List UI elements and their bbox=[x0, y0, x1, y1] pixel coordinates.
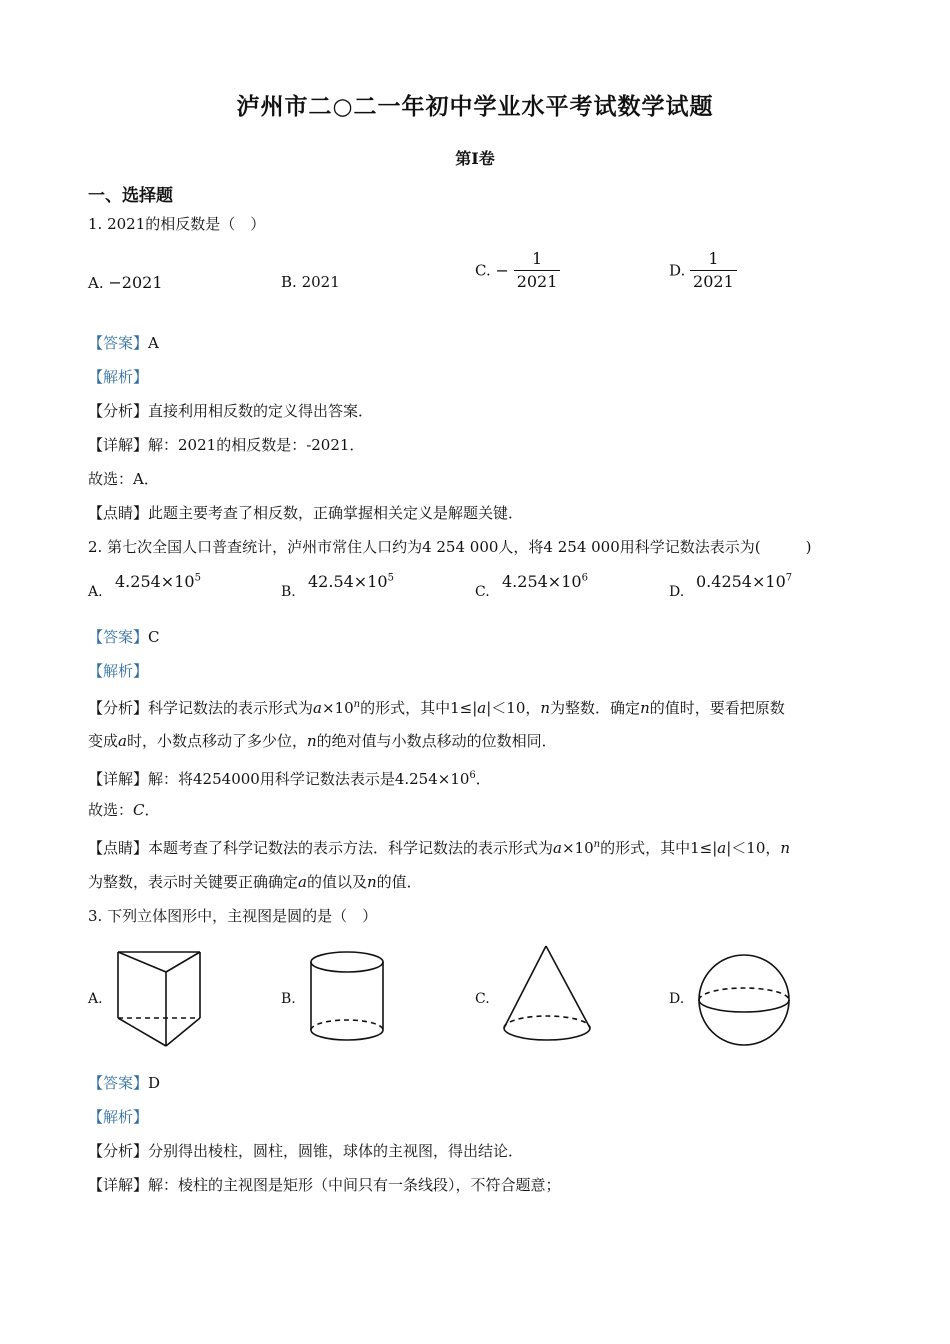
q1-answer bbox=[88, 333, 159, 353]
q3-detail bbox=[88, 1175, 561, 1195]
analysis-text: 分别得出棱柱，圆柱，圆锥，球体的主视图，得出结论． bbox=[148, 1142, 524, 1160]
q1-stem: 1. 2021的相反数是（ ） bbox=[88, 215, 266, 233]
answer-value: A bbox=[148, 334, 159, 352]
q2-detail bbox=[88, 766, 491, 789]
text: ． bbox=[144, 801, 160, 819]
text: |＜10， bbox=[486, 699, 541, 717]
fraction-numerator: 1 bbox=[690, 248, 737, 271]
q2-option-c-value bbox=[502, 572, 588, 591]
analysis-text: 直接利用相反数的定义得出答案． bbox=[148, 402, 374, 420]
q2-option-d-value bbox=[696, 572, 792, 591]
var-n: n bbox=[306, 732, 317, 750]
q3-option-c-label: C. bbox=[475, 991, 490, 1007]
fraction-denominator: 2021 bbox=[693, 272, 734, 291]
q3-option-b-label: B. bbox=[281, 991, 296, 1007]
q1-option-a-label: A. bbox=[88, 274, 104, 292]
q1-option-b-label: B. bbox=[281, 273, 297, 291]
q3-option-d-label: D. bbox=[669, 991, 685, 1007]
var-n: n bbox=[593, 839, 601, 850]
q3-option-a-label: A. bbox=[88, 991, 103, 1007]
answer-value: C bbox=[148, 628, 160, 646]
text: 科学记数法的表示形式为 bbox=[148, 699, 314, 717]
exponent: 5 bbox=[194, 572, 201, 584]
text: ×10 bbox=[561, 839, 594, 857]
q2-option-c-label: C. bbox=[475, 584, 490, 600]
text: |＜10， bbox=[726, 839, 781, 857]
text: ． bbox=[475, 770, 491, 788]
q1-comment bbox=[88, 503, 523, 523]
text: 的形式，其中1≤| bbox=[600, 839, 718, 857]
text: 本题考查了科学记数法的表示方法．科学记数法的表示形式为 bbox=[148, 839, 554, 857]
text: 的绝对值与小数点移动的位数相同． bbox=[316, 732, 557, 750]
choice-value: C bbox=[133, 801, 145, 819]
detail-text: 解：2021的相反数是：-2021． bbox=[148, 436, 365, 454]
cone-figure bbox=[498, 940, 598, 1052]
q1-option-a bbox=[88, 273, 163, 292]
q1-option-d-fraction bbox=[690, 248, 737, 293]
q2-option-a-value bbox=[115, 572, 201, 591]
q1-option-b bbox=[281, 273, 340, 291]
answer-value: D bbox=[148, 1074, 161, 1092]
answer-tag: 【答案】 bbox=[88, 334, 149, 352]
var-a: a bbox=[313, 699, 322, 717]
text: 为整数．确定 bbox=[550, 699, 641, 717]
var-a: a bbox=[553, 839, 562, 857]
detail-tag: 【详解】 bbox=[88, 770, 149, 788]
q1-option-c-fraction bbox=[514, 248, 561, 293]
q2-analysis-line1 bbox=[88, 695, 785, 718]
var-n: n bbox=[366, 873, 377, 891]
q3-analysis-tag: 【解析】 bbox=[88, 1108, 149, 1126]
q3-analysis bbox=[88, 1141, 523, 1161]
q1-option-c bbox=[475, 248, 560, 293]
detail-tag: 【详解】 bbox=[88, 436, 149, 454]
var-a: a bbox=[717, 839, 727, 857]
base: 42.54×10 bbox=[308, 572, 388, 591]
q1-analysis bbox=[88, 401, 373, 421]
analysis-tag: 【分析】 bbox=[88, 402, 149, 420]
fraction-numerator: 1 bbox=[514, 248, 561, 271]
fraction-denominator: 2021 bbox=[516, 272, 558, 291]
q2-stem: 2. 第七次全国人口普查统计，泸州市常住人口约为4 254 000人，将4 254 000用科学记数法表示为( ) bbox=[88, 538, 812, 556]
q1-option-d bbox=[669, 248, 737, 293]
q1-option-c-sign: − bbox=[495, 261, 509, 280]
page-title: 泸州市二○二一年初中学业水平考试数学试题 bbox=[236, 93, 714, 120]
q3-answer bbox=[88, 1073, 160, 1093]
q3-stem: 3. 下列立体图形中，主视图是圆的是（ ） bbox=[88, 907, 378, 925]
q2-option-b-value bbox=[308, 572, 394, 591]
answer-tag: 【答案】 bbox=[88, 1074, 149, 1092]
q2-comment-line2 bbox=[88, 872, 422, 892]
cylinder-figure bbox=[303, 944, 393, 1048]
text: 时，小数点移动了多少位， bbox=[126, 732, 307, 750]
text: 的值时，要看把原数 bbox=[649, 699, 785, 717]
var-n: n bbox=[540, 699, 551, 717]
q2-option-a-label: A. bbox=[88, 584, 103, 600]
analysis-tag: 【分析】 bbox=[88, 699, 149, 717]
triangular-prism-figure bbox=[108, 944, 208, 1052]
q2-choice bbox=[88, 800, 160, 820]
answer-tag: 【答案】 bbox=[88, 628, 149, 646]
q2-analysis-line2 bbox=[88, 731, 557, 751]
q1-option-a-value: −2021 bbox=[108, 273, 163, 292]
text: ×10 bbox=[321, 699, 354, 717]
base: 4.254×10 bbox=[502, 572, 582, 591]
q1-option-d-label: D. bbox=[669, 261, 686, 280]
volume-heading: 第Ⅰ卷 bbox=[455, 149, 495, 168]
q1-detail bbox=[88, 435, 364, 455]
detail-text: 解：棱柱的主视图是矩形（中间只有一条线段），不符合题意； bbox=[148, 1176, 561, 1194]
q2-option-d-label: D. bbox=[669, 584, 685, 600]
sphere-figure bbox=[696, 950, 796, 1050]
var-n: n bbox=[780, 839, 791, 857]
q1-analysis-tag: 【解析】 bbox=[88, 368, 149, 386]
detail-text: 解：将4254000用科学记数法表示是4.254×10 bbox=[148, 770, 470, 788]
q2-answer bbox=[88, 627, 160, 647]
text: 变成 bbox=[88, 732, 119, 750]
q1-option-b-value: 2021 bbox=[301, 273, 340, 291]
var-a: a bbox=[118, 732, 127, 750]
text: 的值． bbox=[376, 873, 422, 891]
analysis-tag: 【分析】 bbox=[88, 1142, 149, 1160]
text: 故选： bbox=[88, 801, 134, 819]
comment-tag: 【点睛】 bbox=[88, 504, 149, 522]
q1-option-c-label: C. bbox=[475, 261, 491, 280]
comment-text: 此题主要考查了相反数，正确掌握相关定义是解题关键． bbox=[148, 504, 524, 522]
exponent: 6 bbox=[469, 770, 476, 781]
q2-comment-line1 bbox=[88, 835, 790, 858]
var-a: a bbox=[298, 873, 307, 891]
q2-analysis-tag: 【解析】 bbox=[88, 662, 149, 680]
q2-option-b-label: B. bbox=[281, 584, 296, 600]
q1-choice: 故选：A． bbox=[88, 470, 159, 488]
text: 的值以及 bbox=[306, 873, 367, 891]
exponent: 7 bbox=[785, 572, 793, 584]
text: 为整数，表示时关键要正确确定 bbox=[88, 873, 299, 891]
var-n: n bbox=[640, 699, 650, 717]
text: 的形式，其中1≤| bbox=[360, 699, 478, 717]
comment-tag: 【点睛】 bbox=[88, 839, 149, 857]
detail-tag: 【详解】 bbox=[88, 1176, 149, 1194]
base: 0.4254×10 bbox=[696, 572, 786, 591]
exponent: 6 bbox=[581, 572, 588, 584]
exponent: 5 bbox=[387, 572, 394, 584]
var-n: n bbox=[353, 699, 361, 710]
section-heading: 一、选择题 bbox=[88, 186, 173, 206]
var-a: a bbox=[477, 699, 487, 717]
base: 4.254×10 bbox=[115, 572, 195, 591]
